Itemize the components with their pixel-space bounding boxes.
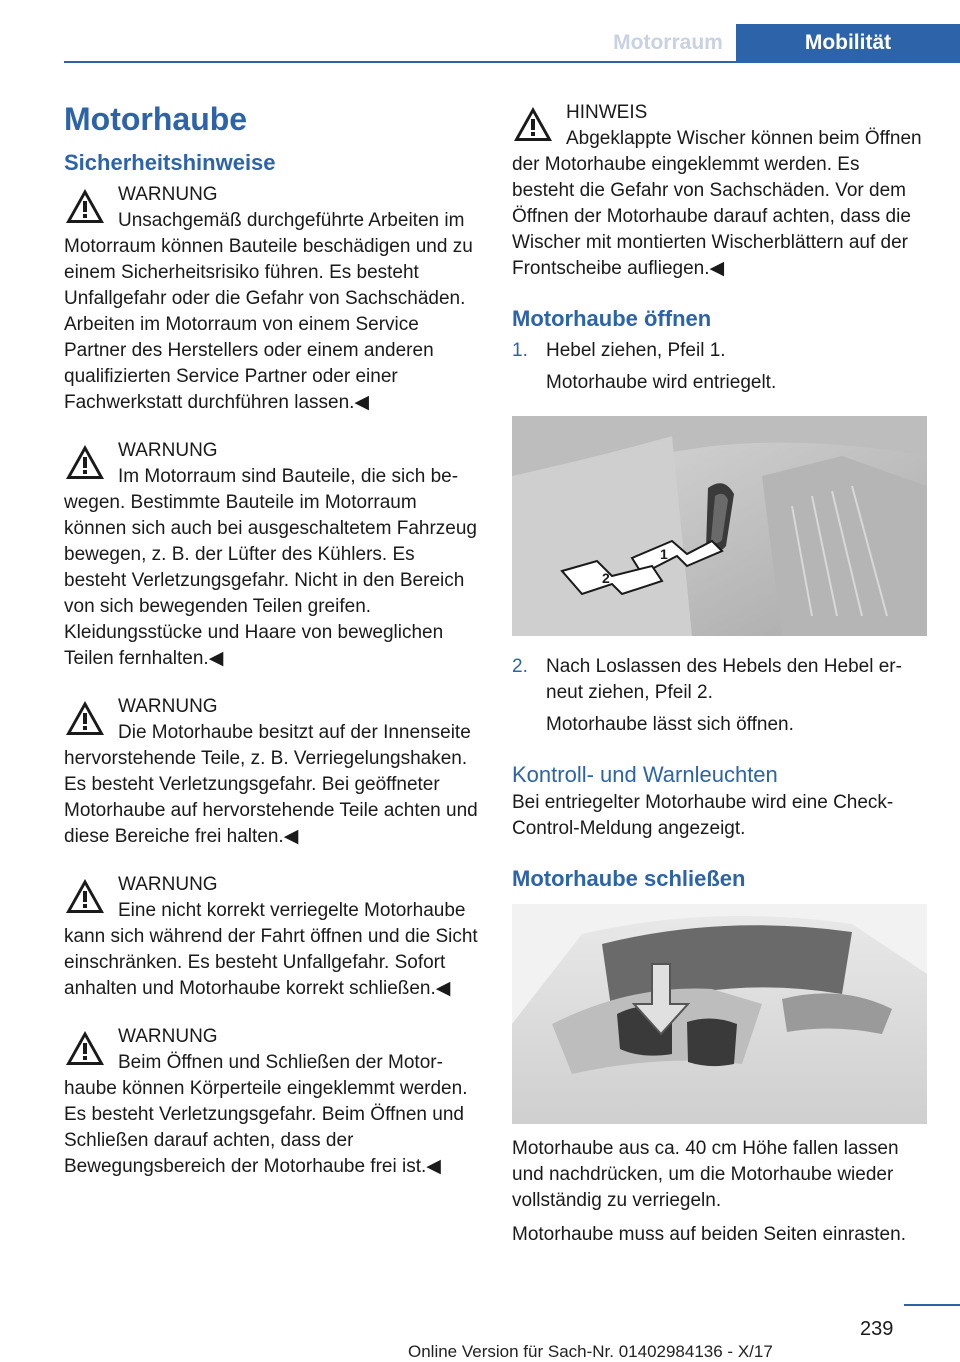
notice-text: Abgeklappte Wischer können beim Öffnen der Motorhaube eingeklemmt werden. Es besteht die Gefahr von Sachschäden. Vor dem Öffnen der Motorhaube darauf achten, dass die Wischer mit montierten Wischerblättern auf der Frontscheibe aufliegen.◀ [512, 128, 922, 279]
indicator-text: Bei entriegelter Motorhaube wird eine Check-Control-Meldung angezeigt. [512, 792, 894, 839]
warning-text: Die Motorhaube besitzt auf der Innenseite hervorstehende Teile, z. B. Verriegelungshaken. Es besteht Verletzungsgefahr. Bei geöffneter Motorhaube auf hervorstehende Teile achten und diese Bereiche frei halten.◀ [64, 722, 478, 847]
warning-text: Eine nicht korrekt verriegelte Motorhaube kann sich während der Fahrt öffnen und die Sicht einschränken. Es besteht Unfallgefahr. Sofort anhalten und Motorhaube korrekt schließen.◀ [64, 900, 478, 999]
close-engage-text: Motorhaube muss auf beiden Seiten einrasten. [512, 1224, 906, 1245]
warning-text: Im Motorraum sind Bauteile, die sich bewegen. Bestimmte Bauteile im Motorraum können sich auch bei ausgeschaltetem Fahrzeug bewegen, z. B. der Lüfter des Kühlers. Es besteht Verletzungsgefahr. Nicht in den Bereich von sich bewegenden Teilen greifen. Kleidungsstücke und Haare von beweglichen Teilen fernhalten.◀ [64, 466, 477, 669]
section-heading-safety: Sicherheitshinweise [64, 150, 276, 175]
open-steps-list [512, 338, 927, 396]
open-steps-list-continued [512, 654, 927, 738]
warning-text: Unsachgemäß durchgeführte Arbeiten im Motorraum können Bauteile beschädigen und zu einem Sicherheitsrisiko führen. Es besteht Unfallgefahr oder die Gefahr von Sachschäden. Arbeiten im Motorraum von einem Service Partner des Herstellers oder einem anderen qualifizierten Service Partner oder einer Fachwerkstatt durchführen lassen.◀ [64, 210, 473, 413]
arrow-label-1: 1 [660, 546, 668, 562]
notice-label: HINWEIS [566, 102, 648, 123]
footer-version-text: Online Version für Sach-Nr. 01402984136 - X/17 [408, 1342, 773, 1361]
warning-block [64, 438, 479, 672]
page-title: Motorhaube [64, 101, 248, 137]
hood-closing-photo [512, 904, 927, 1124]
left-column [64, 100, 479, 1202]
warning-block [64, 182, 479, 416]
warning-text: Beim Öffnen und Schließen der Motorhaube können Körperteile eingeklemmt werden. Es besteht Verletzungsgefahr. Beim Öffnen und Schließen darauf achten, dass der Bewegungsbereich der Motorhaube frei ist.◀ [64, 1052, 468, 1177]
footer-divider [904, 1304, 960, 1306]
section-heading-open: Motorhaube öffnen [512, 306, 712, 331]
tab-mobilitaet[interactable]: Mobilität [736, 24, 960, 62]
notice-block [512, 100, 927, 282]
warning-triangle-icon [512, 104, 554, 144]
warning-block [64, 1024, 479, 1180]
list-item [512, 338, 927, 396]
warning-triangle-icon [64, 186, 106, 226]
warning-block [64, 694, 479, 850]
step-number: 2. [512, 656, 528, 677]
warning-block [64, 872, 479, 1002]
tab-motorraum[interactable]: Motorraum [613, 31, 723, 54]
step-result: Motorhaube wird entriegelt. [546, 372, 777, 393]
warning-triangle-icon [64, 698, 106, 738]
step-text: Hebel ziehen, Pfeil 1. [546, 340, 726, 361]
step-result: Motorhaube lässt sich öffnen. [546, 714, 794, 735]
warning-triangle-icon [64, 876, 106, 916]
page-number: 239 [860, 1318, 894, 1340]
list-item [512, 654, 927, 738]
page-header [0, 0, 960, 62]
hood-release-lever-photo [512, 416, 927, 636]
warning-label: WARNUNG [118, 696, 218, 717]
warning-label: WARNUNG [118, 184, 218, 205]
arrow-label-2: 2 [602, 570, 610, 586]
warning-label: WARNUNG [118, 440, 218, 461]
header-divider [64, 61, 960, 63]
right-column [512, 100, 927, 1248]
warning-triangle-icon [64, 442, 106, 482]
step-text: Nach Loslassen des Hebels den Hebel erneut ziehen, Pfeil 2. [546, 656, 902, 703]
section-heading-indicators: Kontroll- und Warnleuchten [512, 762, 778, 787]
close-instruction-text: Motorhaube aus ca. 40 cm Höhe fallen lassen und nachdrücken, um die Motorhaube wieder vollständig zu verriegeln. [512, 1138, 899, 1211]
step-number: 1. [512, 340, 528, 361]
warning-label: WARNUNG [118, 874, 218, 895]
section-heading-close: Motorhaube schließen [512, 866, 746, 891]
warning-triangle-icon [64, 1028, 106, 1068]
warning-label: WARNUNG [118, 1026, 218, 1047]
